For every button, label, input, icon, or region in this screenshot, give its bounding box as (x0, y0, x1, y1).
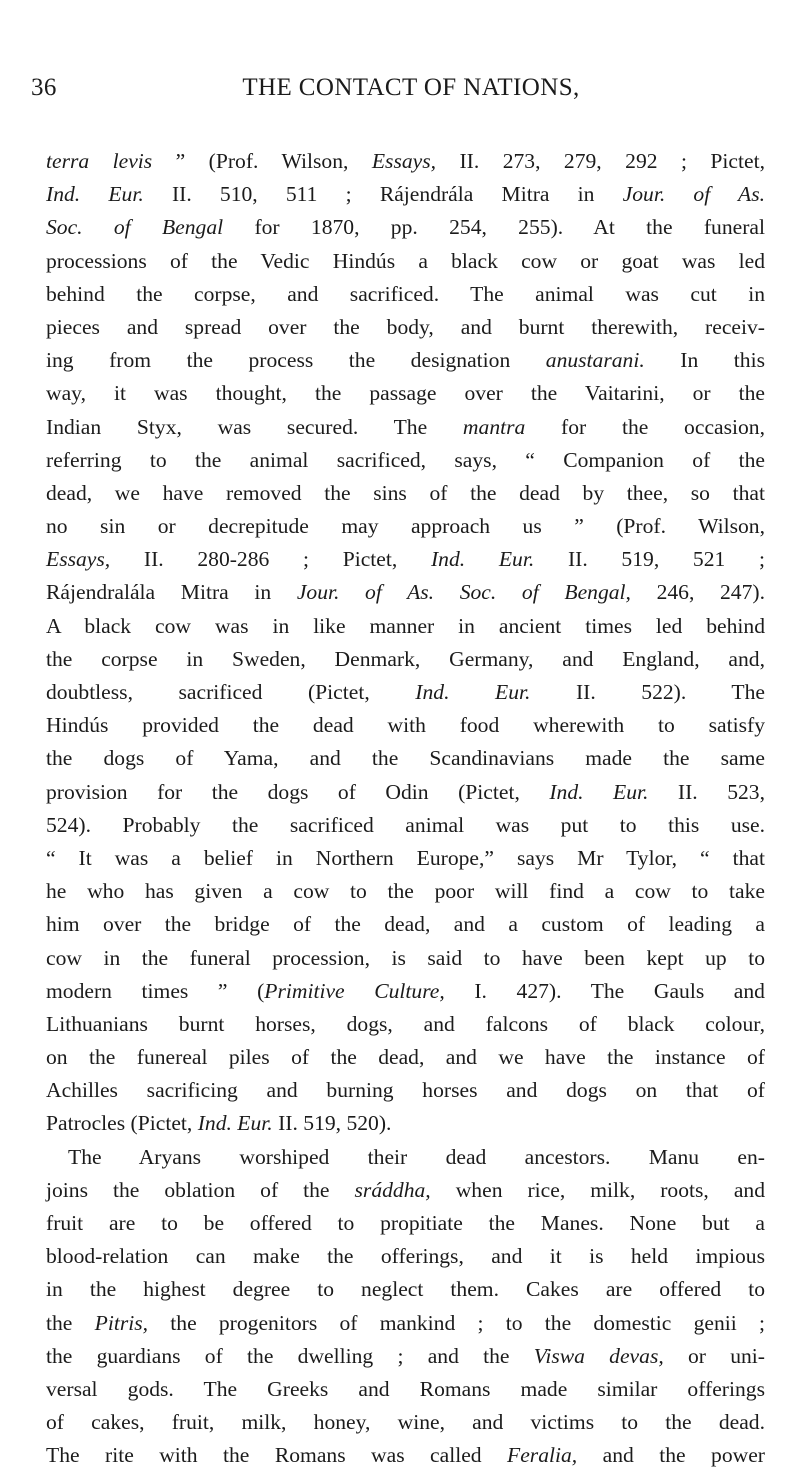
page-number: 36 (31, 74, 57, 101)
text-segment: I. 427). The Gauls and (444, 978, 765, 1003)
text-line (46, 344, 765, 377)
italic-segment: Ind. Eur. (415, 680, 531, 704)
italic-segment: Ind. Eur. (197, 1111, 273, 1136)
text-line (46, 1107, 765, 1140)
italic-segment: Ind. Eur. (549, 779, 649, 804)
text-segment: II. 519, 520). (272, 1111, 392, 1136)
italic-segment: Jour. of As. (622, 182, 765, 207)
text-line (46, 676, 765, 709)
text-line (46, 1174, 765, 1207)
italic-segment: Essays, (46, 547, 111, 572)
text-segment: 524). Probably the sacrificed animal was put to this use. (46, 812, 765, 837)
text-segment: the dogs of Yama, and the Scandinavians made the same (46, 746, 765, 771)
text-segment: the (46, 1310, 95, 1335)
text-line (46, 842, 765, 875)
italic-segment: Pitris, (94, 1310, 149, 1335)
text-line (46, 1008, 765, 1041)
text-line (46, 377, 765, 410)
text-line (46, 1307, 765, 1340)
italic-segment: Essays, (371, 149, 437, 173)
text-line (46, 543, 765, 576)
text-line (46, 510, 765, 543)
text-segment: ing from the process the designation (46, 348, 546, 373)
text-line (46, 477, 765, 510)
italic-segment: Ind. Eur. (46, 182, 144, 207)
text-segment: blood-relation can make the offerings, and it is held impious (46, 1244, 765, 1269)
text-segment: 246, 247). (630, 580, 765, 605)
text-segment: he who has given a cow to the poor will find a cow to take (46, 879, 765, 904)
text-segment: and the power (577, 1443, 765, 1468)
text-segment: The rite with the Romans was called (46, 1443, 508, 1468)
text-segment: II. 519, 521 ; (534, 547, 765, 572)
text-segment: II. 273, 279, 292 ; Pictet, (436, 149, 765, 173)
text-line (46, 1207, 765, 1240)
italic-segment: Jour. of As. Soc. of Bengal, (296, 580, 631, 605)
body-text (46, 145, 765, 1473)
text-line (46, 1439, 765, 1472)
text-line (46, 809, 765, 842)
text-segment: Patrocles (Pictet, (46, 1111, 198, 1136)
italic-segment: Primitive Culture, (264, 978, 445, 1003)
text-line (46, 211, 765, 244)
text-segment: of cakes, fruit, milk, honey, wine, and victims to the dead. (46, 1410, 765, 1435)
text-segment: the guardians of the dwelling ; and the (46, 1343, 534, 1368)
text-segment: Indian Styx, was secured. The (46, 414, 463, 439)
text-segment: provision for the dogs of Odin (Pictet, (46, 779, 550, 804)
text-line (46, 576, 765, 609)
text-segment: in the highest degree to neglect them. Cakes are offered to (46, 1277, 765, 1302)
text-line (46, 742, 765, 775)
text-line (46, 1074, 765, 1107)
text-segment: for the occasion, (525, 414, 766, 439)
text-segment: Achilles sacrificing and burning horses and dogs on that of (46, 1078, 765, 1103)
text-line (46, 145, 765, 178)
text-line (46, 643, 765, 676)
italic-segment: terra levis (46, 149, 153, 173)
text-segment: pieces and spread over the body, and burnt therewith, receiv- (46, 314, 765, 339)
text-segment: modern times ” ( (46, 978, 265, 1003)
text-segment: joins the oblation of the (46, 1177, 355, 1202)
text-line (46, 975, 765, 1008)
text-segment: Hindús provided the dead with food wherewith to satisfy (46, 713, 765, 738)
text-segment: II. 510, 511 ; Rájendrála Mitra in (143, 182, 623, 207)
italic-segment: Soc. of Bengal (46, 215, 224, 240)
italic-segment: anustarani. (545, 348, 645, 373)
italic-segment: sráddha, (354, 1177, 431, 1202)
text-segment: or uni- (663, 1343, 766, 1368)
text-segment: ” (Prof. Wilson, (152, 149, 372, 173)
italic-segment: mantra (462, 414, 526, 439)
text-segment: “ It was a belief in Northern Europe,” says Mr Tylor, “ that (46, 845, 765, 870)
text-line (46, 1406, 765, 1439)
text-line (46, 178, 765, 211)
text-line (46, 1340, 765, 1373)
text-line (46, 311, 765, 344)
italic-segment: Ind. Eur. (430, 547, 535, 572)
text-line (46, 709, 765, 742)
text-segment: behind the corpse, and sacrificed. The animal was cut in (46, 281, 765, 306)
text-segment: referring to the animal sacrificed, says, “ Companion of the (46, 447, 765, 472)
page-header (31, 74, 771, 108)
text-line (46, 278, 765, 311)
text-line (46, 411, 765, 444)
italic-segment: Viswa devas, (533, 1343, 664, 1368)
text-segment: The Aryans worshiped their dead ancestors. Manu en- (68, 1144, 765, 1169)
text-line (46, 908, 765, 941)
text-segment: no sin or decrepitude may approach us ” (Prof. Wilson, (46, 514, 765, 539)
text-segment: on the funereal piles of the dead, and we have the instance of (46, 1045, 765, 1070)
text-segment: A black cow was in like manner in ancient times led behind (46, 613, 765, 638)
text-segment: him over the bridge of the dead, and a custom of leading a (46, 912, 765, 937)
text-line (46, 1373, 765, 1406)
text-line (46, 942, 765, 975)
text-line (46, 776, 765, 809)
text-line (46, 245, 765, 278)
italic-segment: Feralia, (507, 1443, 578, 1468)
text-line (46, 1141, 765, 1174)
text-segment: In this (644, 348, 765, 373)
text-segment: doubtless, sacrificed (Pictet, (46, 680, 416, 704)
text-segment: II. 523, (648, 779, 765, 804)
text-segment: the progenitors of mankind ; to the domestic genii ; (148, 1310, 765, 1335)
text-segment: for 1870, pp. 254, 255). At the funeral (223, 215, 765, 240)
text-line (46, 610, 765, 643)
text-line (46, 875, 765, 908)
text-segment: versal gods. The Greeks and Romans made similar offerings (46, 1376, 765, 1401)
text-line (46, 1041, 765, 1074)
text-segment: processions of the Vedic Hindús a black cow or goat was led (46, 248, 765, 273)
text-line (46, 1240, 765, 1273)
text-segment: the corpse in Sweden, Denmark, Germany, and England, and, (46, 646, 765, 671)
text-segment: fruit are to be offered to propitiate the Manes. None but a (46, 1211, 765, 1235)
text-segment: II. 280-286 ; Pictet, (110, 547, 431, 572)
text-segment: Lithuanians burnt horses, dogs, and falcons of black colour, (46, 1011, 765, 1036)
text-segment: when rice, milk, roots, and (430, 1177, 765, 1202)
text-segment: dead, we have removed the sins of the dead by thee, so that (46, 480, 765, 505)
text-line (46, 444, 765, 477)
text-line (46, 1273, 765, 1306)
text-segment: way, it was thought, the passage over the Vaitarini, or the (46, 381, 765, 406)
text-segment: II. 522). The (530, 680, 765, 704)
text-segment: cow in the funeral procession, is said to have been kept up to (46, 945, 765, 970)
running-title: THE CONTACT OF NATIONS, (242, 74, 580, 101)
text-segment: Rájendralála Mitra in (46, 580, 297, 605)
